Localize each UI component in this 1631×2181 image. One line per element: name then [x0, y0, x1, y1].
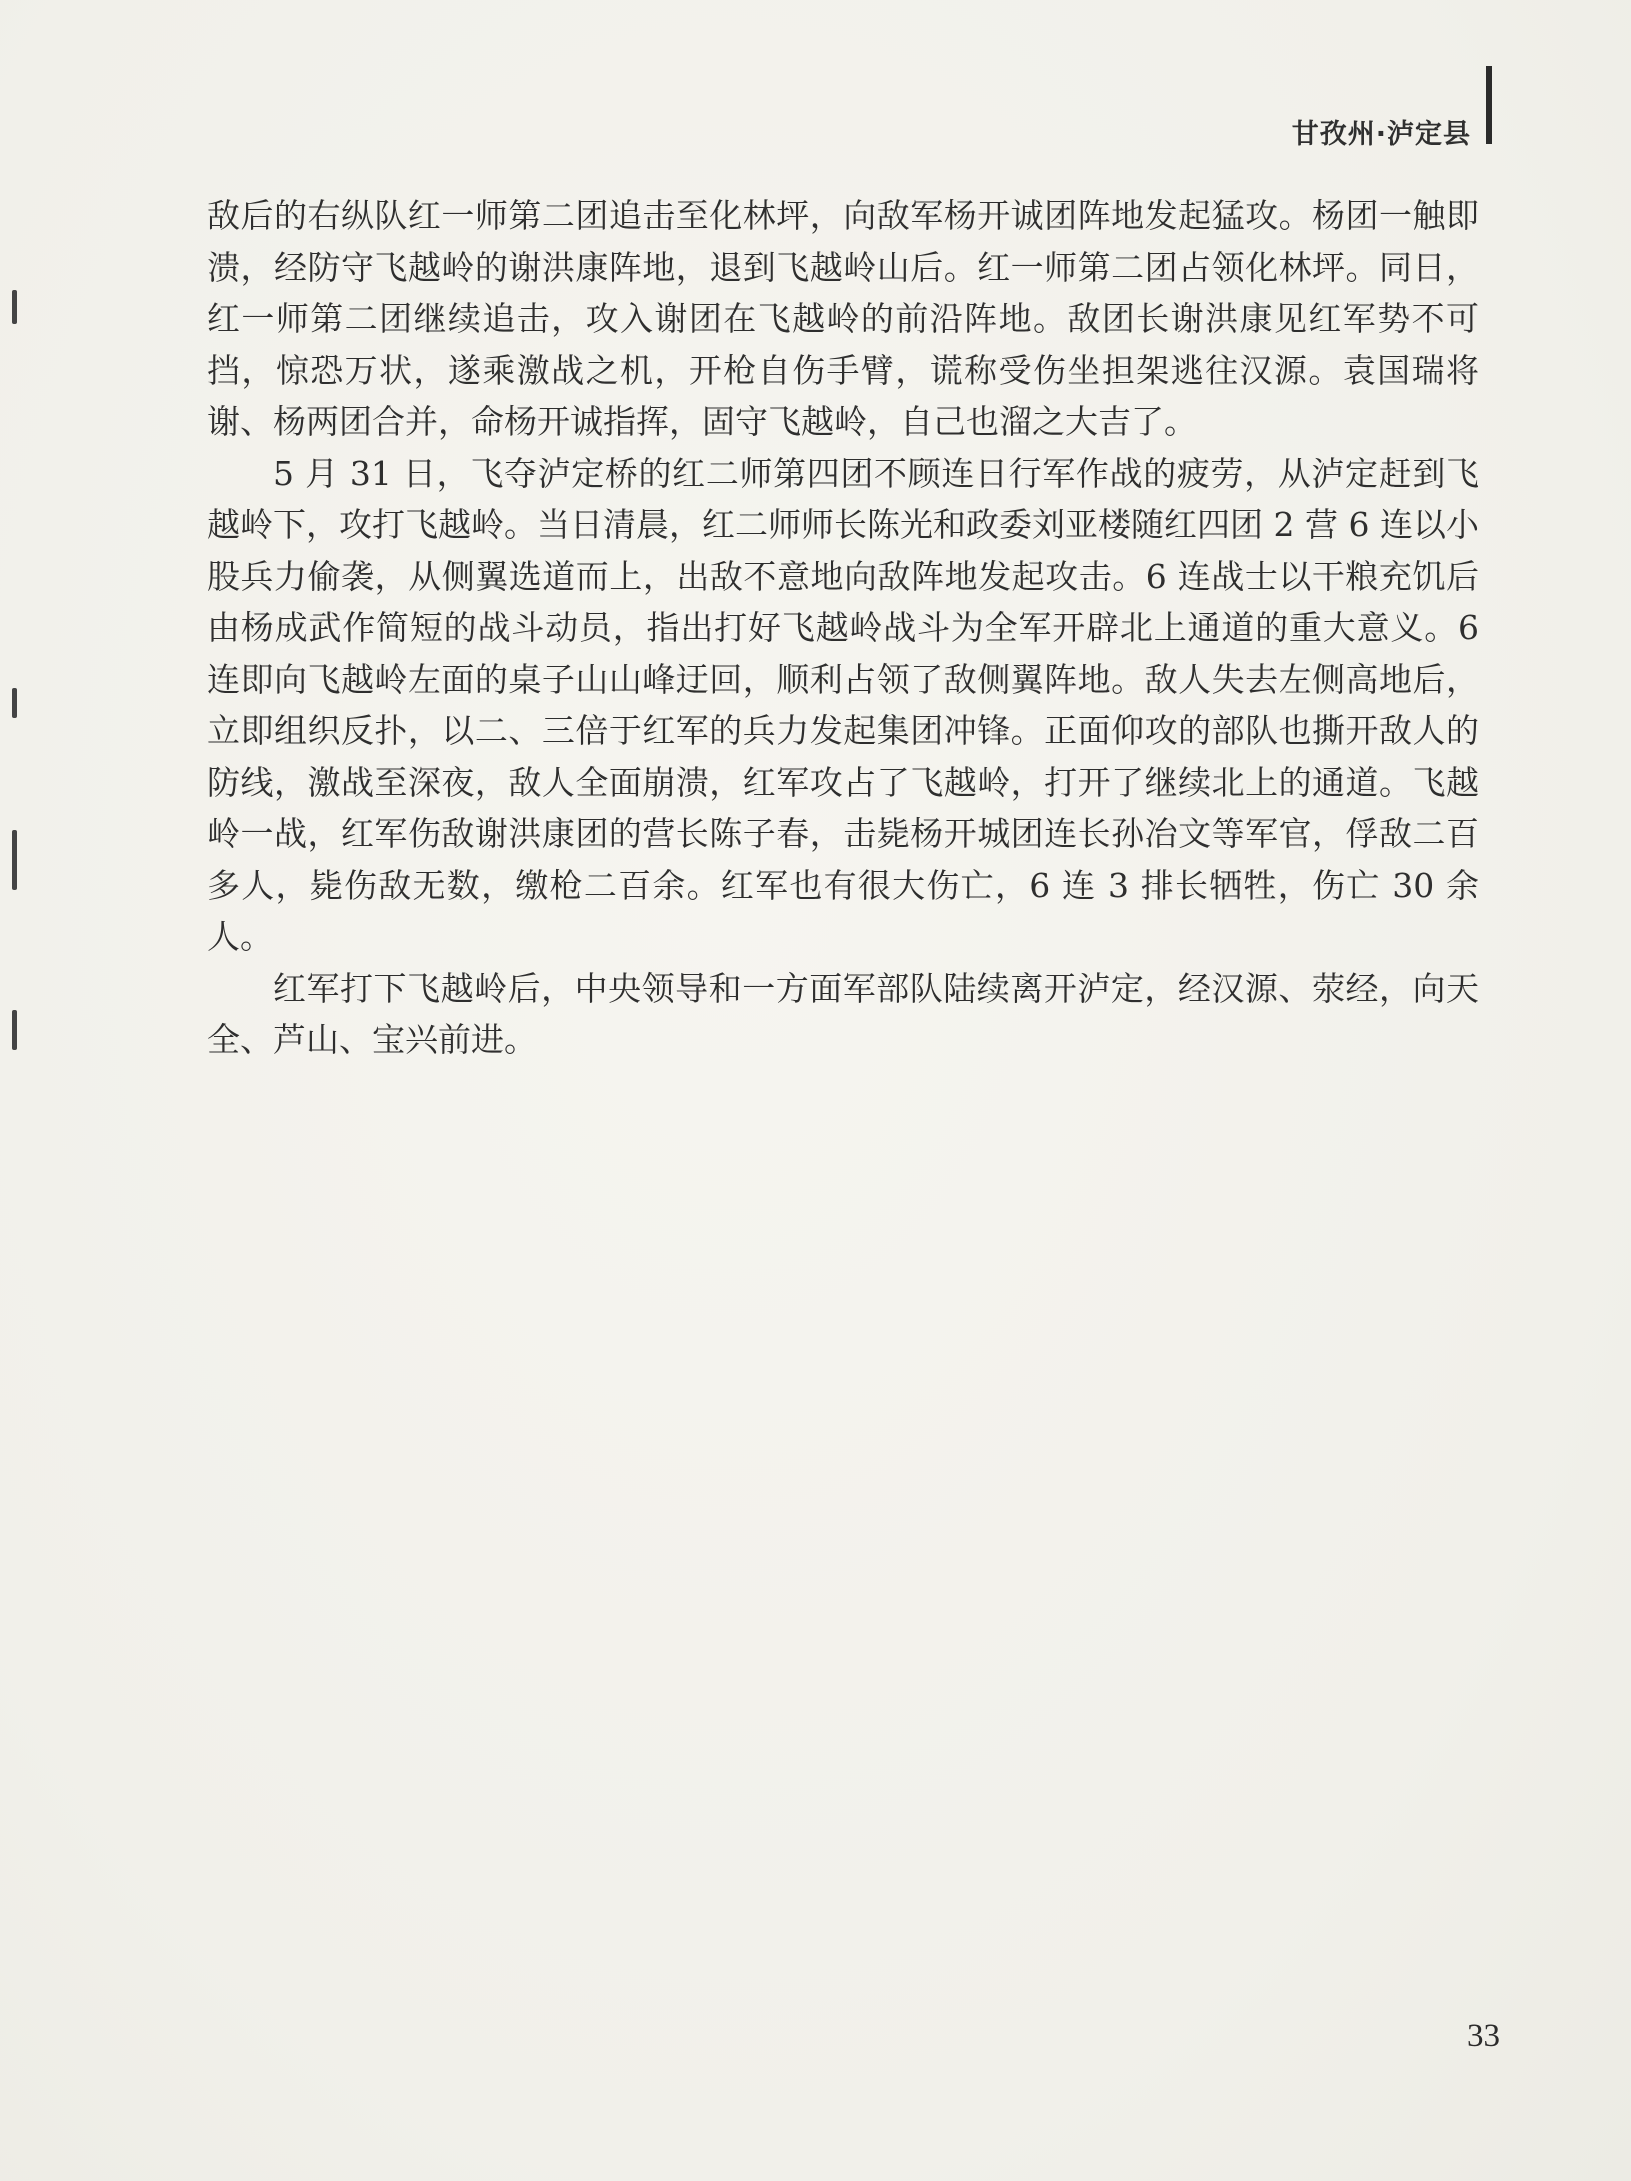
body-text [207, 190, 1479, 1066]
running-head: 甘孜州·泸定县 [1291, 119, 1471, 150]
paragraph: 红军打下飞越岭后，中央领导和一方面军部队陆续离开泸定，经汉源、荥经，向天全、芦山、宝兴前进。 [207, 968, 1479, 1059]
page-number: 33 [1467, 2018, 1500, 2054]
binding-mark [12, 1010, 17, 1050]
paragraph: 敌后的右纵队红一师第二团追击至化林坪，向敌军杨开诚团阵地发起猛攻。杨团一触即溃，经防守飞越岭的谢洪康阵地，退到飞越岭山后。红一师第二团占领化林坪。同日，红一师第二团继续追击，攻入谢团在飞越岭的前沿阵地。敌团长谢洪康见红军势不可挡，惊恐万状，遂乘激战之机，开枪自伤手臂，谎称受伤坐担架逃往汉源。袁国瑞将谢、杨两团合并，命杨开诚指挥，固守飞越岭，自己也溜之大吉了。 [207, 196, 1479, 441]
binding-mark [12, 290, 17, 324]
paragraph: 5 月 31 日，飞夺泸定桥的红二师第四团不顾连日行军作战的疲劳，从泸定赶到飞越岭下，攻打飞越岭。当日清晨，红二师师长陈光和政委刘亚楼随红四团 2 营 6 连以小股兵力偷袭，从侧翼选道而上，出敌不意地向敌阵地发起攻击。6 连战士以干粮充饥后由杨成武作简短的战斗动员，指出打好飞越岭战斗为全军开辟北上通道的重大意义。6 连即向飞越岭左面的桌子山山峰迂回，顺利占领了敌侧翼阵地。敌人失去左侧高地后，立即组织反扑，以二、三倍于红军的兵力发起集团冲锋。正面仰攻的部队也撕开敌人的防线，激战至深夜，敌人全面崩溃，红军攻占了飞越岭，打开了继续北上的通道。飞越岭一战，红军伤敌谢洪康团的营长陈子春，击毙杨开城团连长孙冶文等军官，俘敌二百多人，毙伤敌无数，缴枪二百余。红军也有很大伤亡，6 连 3 排长牺牲，伤亡 30 余人。 [207, 453, 1479, 956]
header-rule [1486, 66, 1492, 144]
binding-mark [12, 830, 17, 890]
binding-mark [12, 688, 17, 718]
